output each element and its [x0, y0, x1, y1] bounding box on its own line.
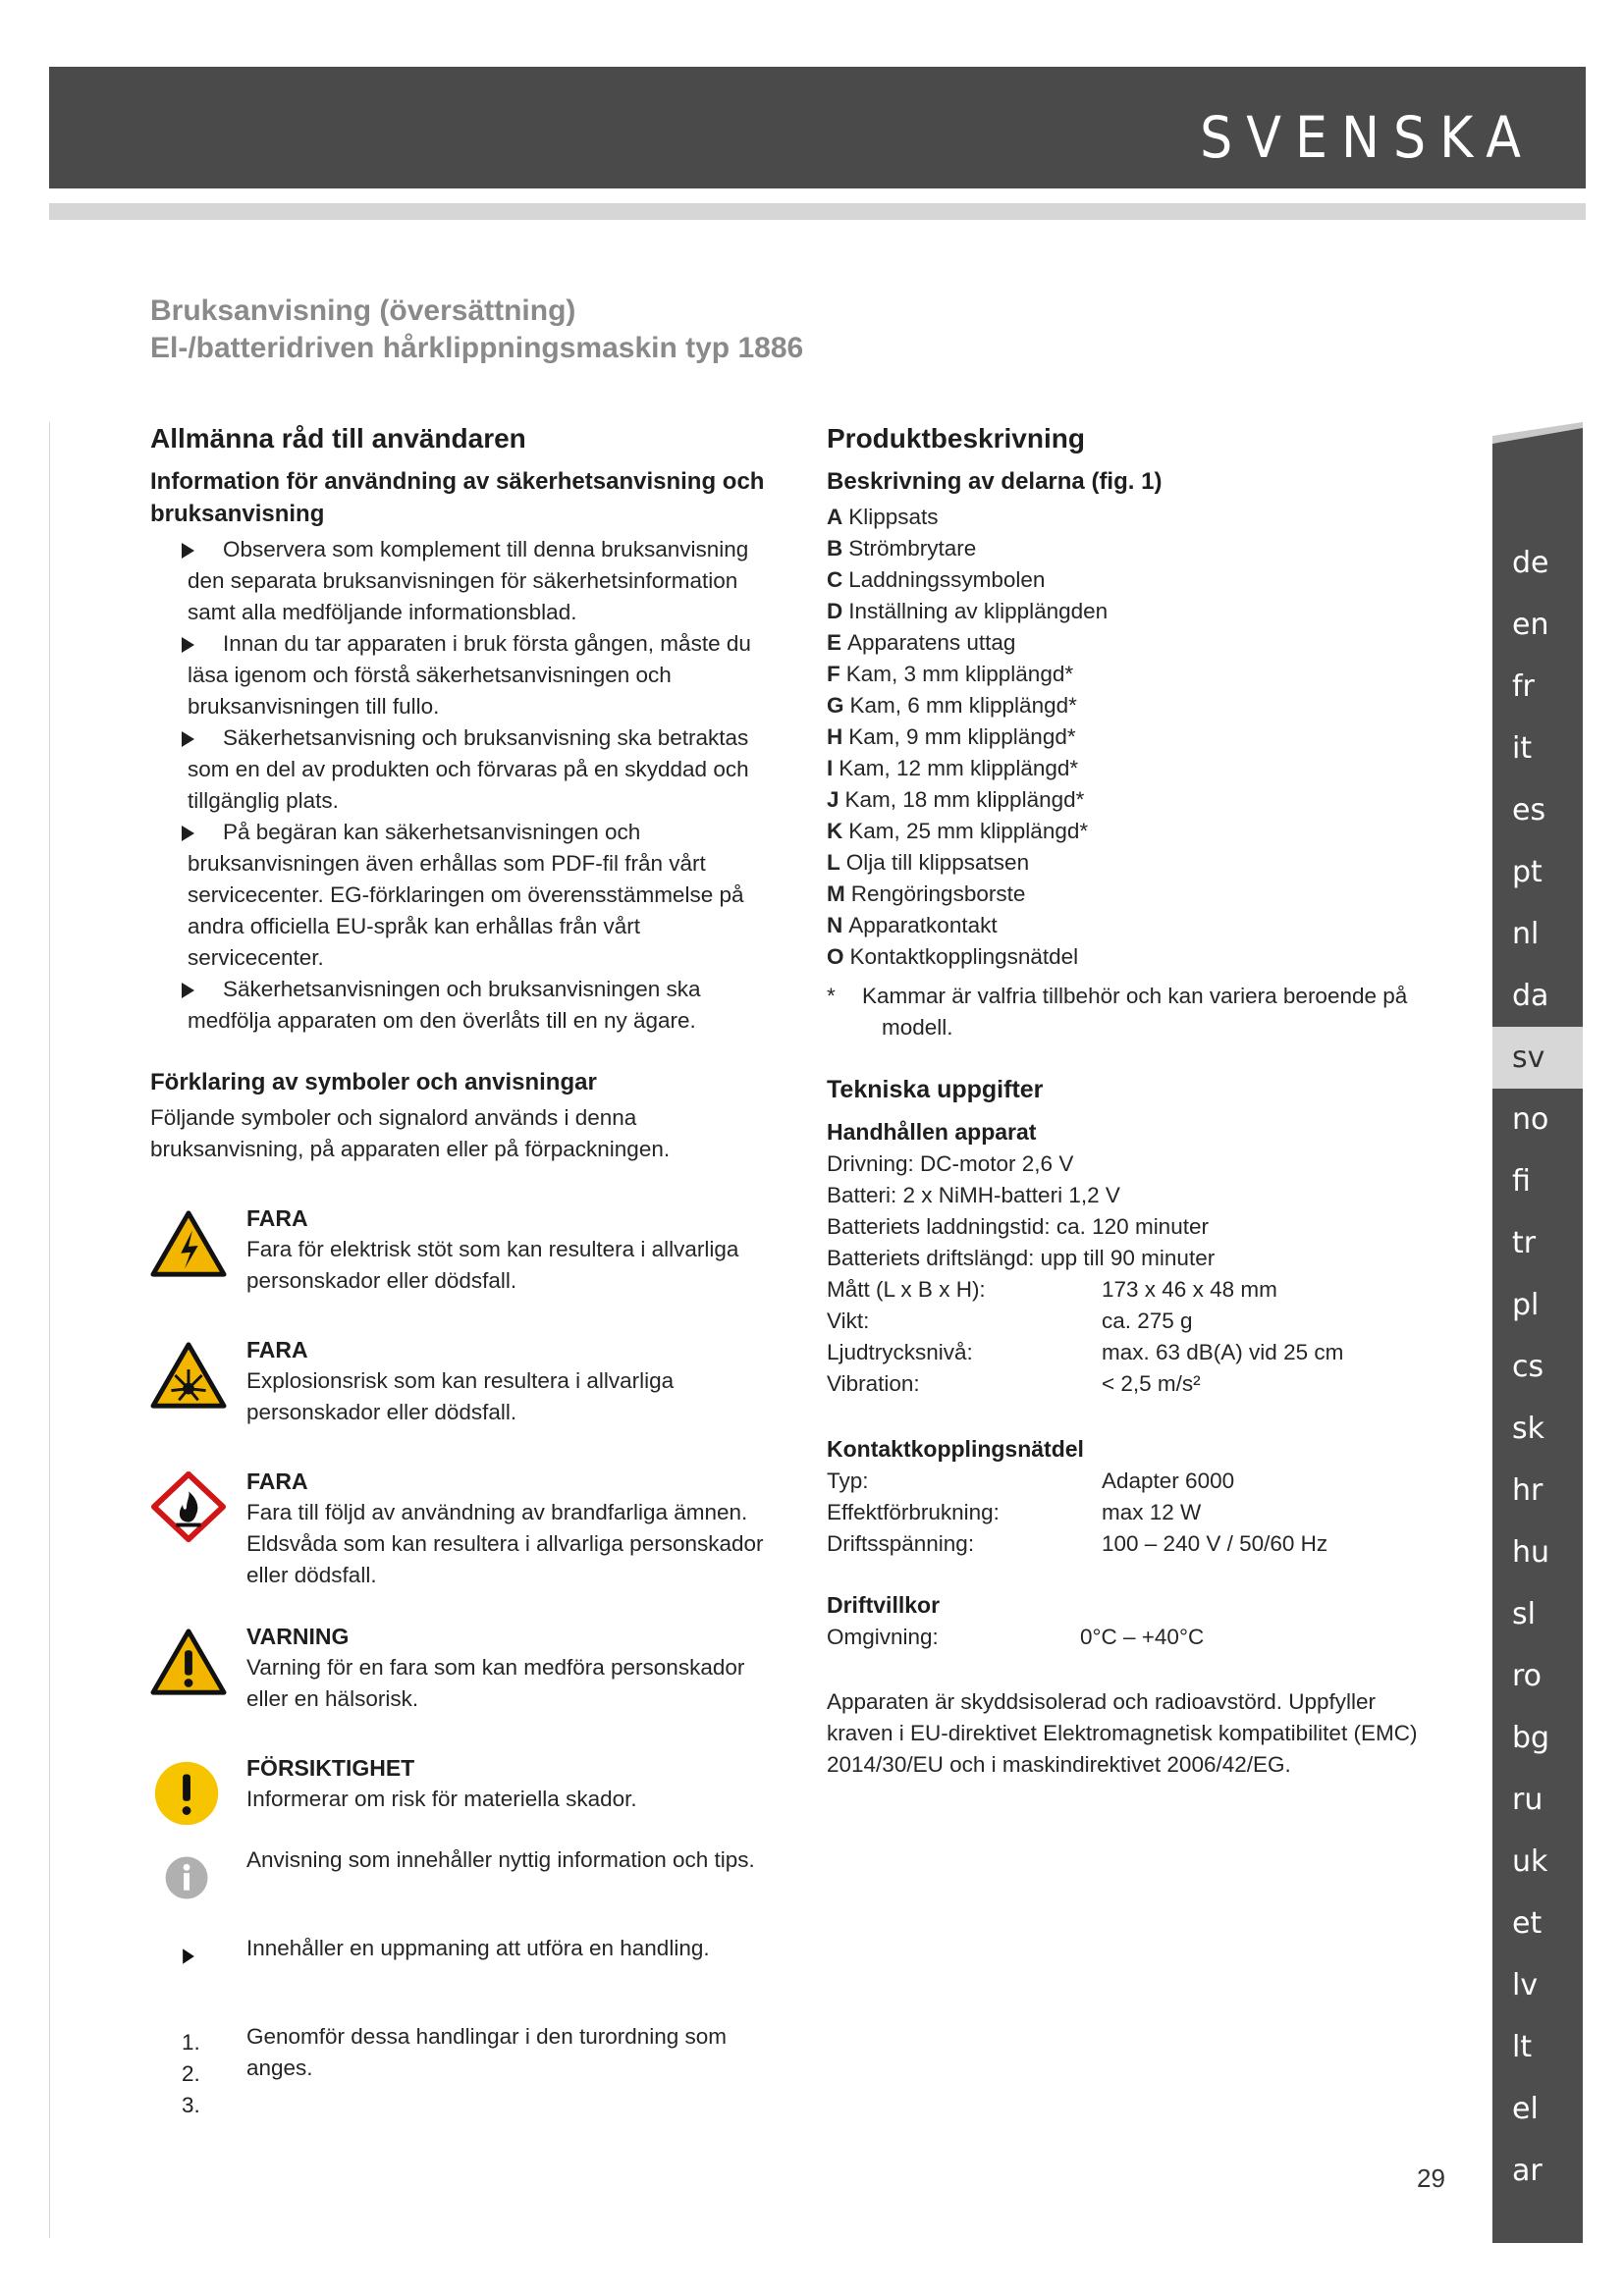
part-letter: O [827, 944, 844, 969]
lang-tab-sv[interactable]: sv [1492, 1027, 1583, 1089]
language-tab-strip [1492, 452, 1583, 2243]
info-subheading [150, 465, 779, 530]
env-specs [827, 1622, 1435, 1653]
list-item: Säkerhetsanvisning och bruksanvisning ska betraktas som en del av produkten och förvaras på en skyddad och tillgänglig plats. [150, 722, 779, 817]
symbol-row [150, 1844, 779, 1903]
right-column [827, 422, 1435, 1781]
symbol-title: VARNING [246, 1624, 350, 1649]
psu-heading: Kontaktkopplingsnätdel [827, 1436, 1084, 1462]
spec-value: max. 63 dB(A) vid 25 cm [1102, 1340, 1344, 1364]
list-item [827, 564, 1435, 596]
list-item [827, 690, 1435, 721]
spec-key: Ljudtrycksnivå: [827, 1340, 973, 1364]
symbol-row [150, 1752, 779, 1815]
list-item: Observera som komplement till denna bruksanvisning den separata bruksanvisningen för säkerhetsinformation samt alla medföljande informationsblad. [150, 534, 779, 628]
lang-tab-no[interactable]: no [1512, 1102, 1549, 1137]
psu-specs [827, 1466, 1435, 1560]
lang-tab-da[interactable]: da [1512, 979, 1549, 1013]
part-label: Kam, 9 mm klipplängd* [848, 724, 1076, 749]
part-letter: F [827, 662, 840, 686]
spec-key: Driftsspänning: [827, 1531, 975, 1556]
language-tab-cap [1492, 422, 1583, 454]
part-label: Rengöringsborste [850, 881, 1026, 906]
part-label: Laddningssymbolen [848, 567, 1046, 592]
lang-tab-nl[interactable]: nl [1512, 917, 1540, 951]
handheld-heading: Handhållen apparat [827, 1119, 1037, 1145]
symbol-row [150, 2021, 779, 2117]
env-heading: Driftvillkor [827, 1592, 941, 1618]
lang-tab-tr[interactable]: tr [1512, 1226, 1537, 1260]
symbol-title: FARA [246, 1468, 308, 1494]
left-column [150, 422, 779, 2117]
caution-icon [150, 1758, 227, 1829]
lang-tab-el[interactable]: el [1512, 2092, 1539, 2126]
list-item [827, 659, 1435, 690]
list-item [827, 721, 1435, 753]
part-letter: A [827, 505, 843, 529]
part-label: Klippsats [848, 505, 939, 529]
spec-value: 173 x 46 x 48 mm [1102, 1277, 1277, 1302]
explosion-warning-icon [150, 1340, 227, 1411]
spec-row [827, 1274, 1435, 1306]
footnote-text: Kammar är valfria tillbehör och kan variera beroende på modell. [862, 984, 1408, 1040]
document-title-line1: Bruksanvisning (översättning) [150, 294, 576, 327]
lang-tab-cs[interactable]: cs [1512, 1350, 1544, 1384]
header-stripe [49, 203, 1586, 220]
part-label: Kam, 6 mm klipplängd* [849, 693, 1077, 718]
part-letter: I [827, 756, 834, 780]
part-letter: G [827, 693, 844, 718]
spec-key: Effektförbrukning: [827, 1500, 1000, 1524]
part-letter: E [827, 630, 842, 655]
parts-footnote [827, 981, 1435, 1043]
info-icon [150, 1842, 227, 1913]
lang-tab-bg[interactable]: bg [1512, 1721, 1550, 1755]
part-letter: L [827, 850, 840, 875]
spec-value: < 2,5 m/s² [1102, 1371, 1201, 1396]
spec-line: Drivning: DC-motor 2,6 V [827, 1151, 1074, 1176]
symbol-row [150, 1202, 779, 1297]
lang-tab-uk[interactable]: uk [1512, 1844, 1548, 1879]
lang-tab-hu[interactable]: hu [1512, 1535, 1550, 1570]
lang-tab-ro[interactable]: ro [1512, 1659, 1543, 1693]
parts-list [827, 502, 1435, 973]
lang-tab-fi[interactable]: fi [1512, 1164, 1531, 1199]
lang-tab-ru[interactable]: ru [1512, 1783, 1543, 1817]
lang-tab-sl[interactable]: sl [1512, 1597, 1536, 1631]
symbol-text: Innehåller en uppmaning att utföra en handling. [246, 1936, 710, 1960]
part-label: Inställning av klipplängden [848, 599, 1109, 623]
part-label: Strömbrytare [848, 536, 977, 561]
page-number: 29 [1417, 2163, 1445, 2193]
list-item: Innan du tar apparaten i bruk första gången, måste du läsa igenom och förstå säkerhetsanvisningen och bruksanvisningen till fullo. [150, 628, 779, 722]
spec-line: Batteriets driftslängd: upp till 90 minuter [827, 1246, 1216, 1270]
spec-value: max 12 W [1102, 1500, 1202, 1524]
info-subheading-line2: bruksanvisning [150, 501, 325, 527]
lang-tab-sk[interactable]: sk [1512, 1412, 1545, 1446]
electric-shock-warning-icon [150, 1208, 227, 1279]
symbol-title: FÖRSIKTIGHET [246, 1755, 415, 1781]
spec-value: 0°C – +40°C [1080, 1625, 1205, 1649]
symbol-title: FARA [246, 1337, 308, 1362]
list-item [827, 533, 1435, 564]
info-subheading-line1: Information för användning av säkerhetsanvisning och [150, 468, 765, 495]
symbol-text: Explosionsrisk som kan resultera i allvarliga personskador eller dödsfall. [246, 1368, 675, 1424]
bullet-arrow-icon [182, 731, 194, 747]
symbol-row [150, 1466, 779, 1591]
list-item: Säkerhetsanvisningen och bruksanvisningen ska medfölja apparaten om den överlåts till en ny ägare. [150, 974, 779, 1037]
lang-tab-lv[interactable]: lv [1512, 1968, 1539, 2002]
spec-row [827, 1368, 1435, 1400]
list-item [827, 753, 1435, 784]
symbols-list [150, 1202, 779, 2117]
list-item [827, 910, 1435, 941]
symbol-text: Anvisning som innehåller nyttig information och tips. [246, 1847, 755, 1872]
lang-tab-lt[interactable]: lt [1512, 2030, 1533, 2064]
list-item [827, 879, 1435, 910]
parts-heading: Beskrivning av delarna (fig. 1) [827, 468, 1163, 495]
lang-tab-pt[interactable]: pt [1512, 855, 1543, 889]
list-item [827, 502, 1435, 533]
symbols-heading: Förklaring av symboler och anvisningar [150, 1069, 597, 1095]
spec-key: Mått (L x B x H): [827, 1277, 986, 1302]
product-heading: Produktbeskrivning [827, 423, 1085, 454]
symbol-row [150, 1621, 779, 1715]
step-number: 3. [182, 2093, 200, 2117]
list-item [827, 816, 1435, 847]
part-letter: K [827, 819, 843, 843]
part-letter: C [827, 567, 843, 592]
spec-row [827, 1466, 1435, 1497]
step-number: 2. [182, 2061, 200, 2086]
spec-row [827, 1528, 1435, 1560]
part-label: Kontaktkopplingsnätdel [849, 944, 1079, 969]
spec-key: Vikt: [827, 1308, 870, 1333]
part-letter: H [827, 724, 843, 749]
lang-tab-es[interactable]: es [1512, 793, 1546, 828]
symbol-text: Fara för elektrisk stöt som kan resultera i allvarliga personskador eller dödsfall. [246, 1237, 739, 1293]
numbered-steps-icon [182, 2027, 200, 2121]
handheld-specs [827, 1148, 1435, 1400]
flammable-hazard-icon [150, 1471, 227, 1542]
spec-value: ca. 275 g [1102, 1308, 1193, 1333]
symbol-text: Fara till följd av användning av brandfarliga ämnen. Eldsvåda som kan resultera i allvarliga personskador eller dödsfall. [246, 1500, 764, 1587]
lang-tab-pl[interactable]: pl [1512, 1288, 1540, 1322]
footnote-star: * [827, 984, 836, 1008]
part-label: Olja till klippsatsen [845, 850, 1030, 875]
lang-tab-it[interactable]: it [1512, 731, 1533, 766]
part-label: Apparatens uttag [847, 630, 1016, 655]
action-arrow-icon [150, 1921, 227, 1992]
spec-line: Batteri: 2 x NiMH-batteri 1,2 V [827, 1183, 1120, 1207]
symbols-intro: Följande symboler och signalord används i denna bruksanvisning, på apparaten eller på förpackningen. [150, 1105, 671, 1161]
lang-tab-en[interactable]: en [1512, 608, 1549, 642]
language-title: SVENSKA [1200, 104, 1535, 171]
spec-value: 100 – 240 V / 50/60 Hz [1102, 1531, 1328, 1556]
symbol-row [150, 1933, 779, 1992]
part-label: Kam, 3 mm klipplängd* [845, 662, 1074, 686]
spec-row [827, 1497, 1435, 1528]
lang-tab-hr[interactable]: hr [1512, 1473, 1543, 1508]
spec-row [827, 1306, 1435, 1337]
part-label: Kam, 12 mm klipplängd* [839, 756, 1079, 780]
header-bar [49, 67, 1586, 188]
list-item [827, 941, 1435, 973]
spec-value: Adapter 6000 [1102, 1468, 1235, 1493]
bullet-arrow-icon [182, 637, 194, 653]
bullet-arrow-icon [182, 826, 194, 841]
symbol-text: Genomför dessa handlingar i den turordning som anges. [246, 2024, 728, 2080]
symbol-text: Varning för en fara som kan medföra personskador eller en hälsorisk. [246, 1655, 745, 1711]
part-letter: J [827, 787, 839, 812]
part-label: Kam, 18 mm klipplängd* [844, 787, 1085, 812]
document-title-line2: El-/batteridriven hårklippningsmaskin typ 1886 [150, 332, 804, 364]
spec-row [827, 1622, 1435, 1653]
general-bullet-list [150, 534, 779, 1037]
list-item: På begäran kan säkerhetsanvisningen och bruksanvisningen även erhållas som PDF-fil från vårt servicecenter. EG-förklaringen om överensstämmelse på andra officiella EU-språk kan erhållas från vårt servicecenter. [150, 817, 779, 974]
general-heading: Allmänna råd till användaren [150, 423, 526, 454]
spec-key: Vibration: [827, 1371, 920, 1396]
lang-tab-et[interactable]: et [1512, 1906, 1543, 1941]
compliance-text: Apparaten är skyddsisolerad och radioavstörd. Uppfyller kraven i EU-direktivet Elektromagnetisk kompatibilitet (EMC) 2014/30/EU och i maskindirektivet 2006/42/EG. [827, 1689, 1418, 1777]
spec-key: Omgivning: [827, 1625, 939, 1649]
list-item [827, 784, 1435, 816]
spec-line: Batteriets laddningstid: ca. 120 minuter [827, 1214, 1209, 1239]
tech-heading: Tekniska uppgifter [827, 1076, 1044, 1103]
lang-tab-de[interactable]: de [1512, 546, 1549, 580]
part-letter: D [827, 599, 843, 623]
part-label: Kam, 25 mm klipplängd* [848, 819, 1089, 843]
part-letter: M [827, 881, 845, 906]
step-number: 1. [182, 2030, 200, 2055]
part-letter: N [827, 913, 843, 937]
list-item [827, 627, 1435, 659]
spec-key: Typ: [827, 1468, 869, 1493]
list-item [827, 596, 1435, 627]
list-item [827, 847, 1435, 879]
lang-tab-ar[interactable]: ar [1512, 2154, 1543, 2188]
margin-line [49, 422, 50, 2238]
lang-tab-fr[interactable]: fr [1512, 669, 1535, 704]
symbol-title: FARA [246, 1205, 308, 1231]
bullet-arrow-icon [182, 983, 194, 998]
general-warning-icon [150, 1627, 227, 1697]
part-letter: B [827, 536, 843, 561]
spec-row [827, 1337, 1435, 1368]
document-title [150, 293, 803, 367]
part-label: Apparatkontakt [848, 913, 998, 937]
bullet-arrow-icon [182, 543, 194, 559]
symbol-row [150, 1334, 779, 1428]
symbol-text: Informerar om risk för materiella skador. [246, 1787, 637, 1811]
